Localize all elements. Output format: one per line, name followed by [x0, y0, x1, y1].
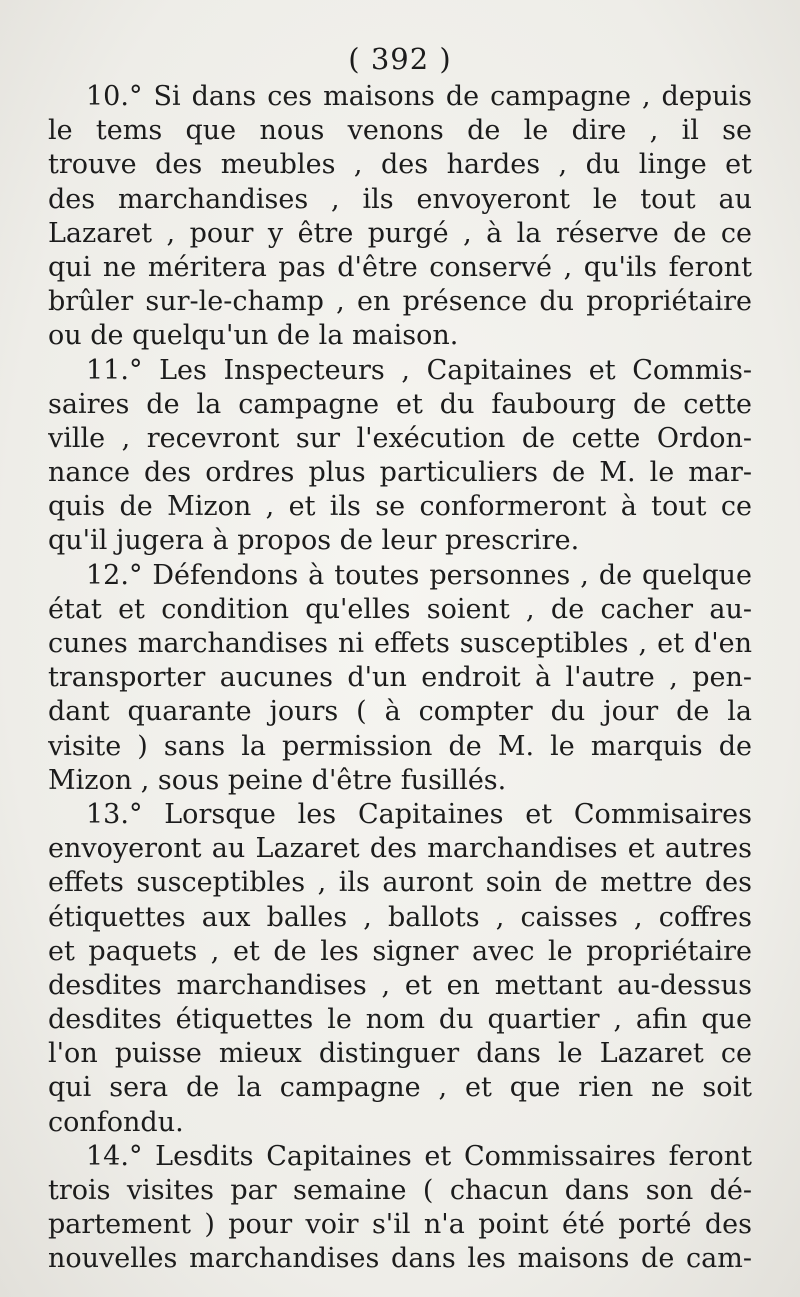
text-line: et paquets , et de les signer avec le propriétaire: [48, 935, 752, 967]
text-line: cunes marchandises ni effets susceptibles , et d'en: [48, 628, 752, 659]
text-line: Lazaret , pour y être purgé , à la réserve de ce: [48, 217, 752, 249]
text-line: dant quarante jours ( à compter du jour de la: [48, 696, 752, 728]
text-line: saires de la campagne et du faubourg de cette: [48, 388, 752, 420]
text-line: qu'il jugera à propos de leur prescrire.: [48, 525, 580, 557]
text-line: 12.° Défendons à toutes personnes , de quelque: [86, 559, 752, 591]
text-line: nance des ordres plus particuliers de M. le mar-: [48, 457, 752, 489]
text-line: confondu.: [48, 1106, 184, 1138]
text-line: desdites étiquettes le nom du quartier , afin que: [48, 1004, 752, 1036]
text-line: transporter aucunes d'un endroit à l'autre , pen-: [48, 662, 752, 694]
text-line: trois visites par semaine ( chacun dans son dé-: [48, 1175, 752, 1206]
text-line: envoyeront au Lazaret des marchandises et autres: [48, 833, 752, 865]
text-line: trouve des meubles , des hardes , du linge et: [48, 149, 752, 181]
text-line: ou de quelqu'un de la maison.: [48, 320, 459, 352]
text-line: quis de Mizon , et ils se conformeront à tout ce: [48, 491, 752, 523]
text-line: 10.° Si dans ces maisons de campagne , depuis: [86, 81, 752, 112]
text-line: visite ) sans la permission de M. le marquis de: [48, 730, 752, 762]
text-line: l'on puisse mieux distinguer dans le Lazaret ce: [48, 1038, 752, 1070]
text-line: brûler sur-le-champ , en présence du propriétaire: [48, 286, 752, 318]
text-line: nouvelles marchandises dans les maisons de cam-: [48, 1243, 752, 1275]
text-line: qui sera de la campagne , et que rien ne soit: [48, 1072, 752, 1104]
text-line: partement ) pour voir s'il n'a point été porté des: [48, 1209, 752, 1241]
text-line: 13.° Lorsque les Capitaines et Commisaires: [86, 798, 752, 830]
text-line: ville , recevront sur l'exécution de cette Ordon-: [48, 422, 752, 454]
page-number: ( 392 ): [348, 42, 452, 76]
text-line: étiquettes aux balles , ballots , caisses , coffres: [48, 901, 752, 933]
text-line: effets susceptibles , ils auront soin de mettre des: [48, 867, 752, 899]
text-line: Mizon , sous peine d'être fusillés.: [48, 764, 507, 796]
text-line: 11.° Les Inspecteurs , Capitaines et Commis-: [86, 354, 752, 386]
text-line: qui ne méritera pas d'être conservé , qu'ils feront: [48, 251, 752, 283]
text-line: le tems que nous venons de le dire , il se: [48, 115, 752, 147]
text-line: des marchandises , ils envoyeront le tout au: [48, 183, 752, 215]
text-line: 14.° Lesdits Capitaines et Commissaires feront: [86, 1140, 752, 1172]
text-line: état et condition qu'elles soient , de cacher au-: [48, 593, 752, 625]
body-text: [48, 80, 752, 1277]
text-line: desdites marchandises , et en mettant au-dessus: [48, 969, 752, 1001]
